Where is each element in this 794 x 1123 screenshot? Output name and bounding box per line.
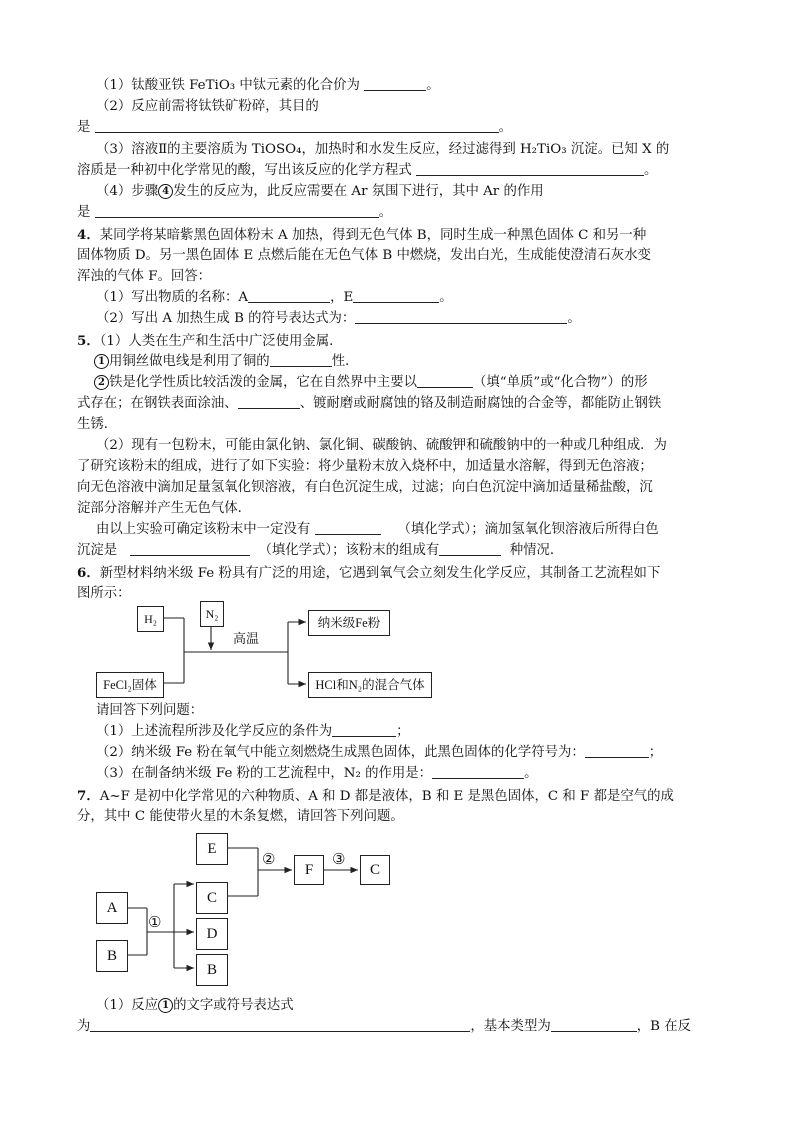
h2-box: H₂ <box>137 606 164 632</box>
q4-sub2: （2）写出 A 加热生成 B 的符号表达式为： 。 <box>96 311 581 326</box>
q5-part2-line6: 沉淀是 （填化学式）；该粉末的组成有 种情况． <box>77 543 564 558</box>
answer-blank[interactable] <box>130 541 250 556</box>
q4-line3: 浑浊的气体 F。回答： <box>77 269 212 284</box>
substance-d-box: D <box>196 918 228 950</box>
answer-blank[interactable] <box>95 118 499 133</box>
answer-blank[interactable] <box>238 394 300 409</box>
q3-part4-line2: 是 。 <box>77 205 393 220</box>
gas-mixture-box: HCl和N₂的混合气体 <box>308 672 432 698</box>
item-number-icon: 2 <box>94 375 109 390</box>
answer-blank[interactable] <box>90 1017 470 1032</box>
q5-item-b-line3: 生锈． <box>77 417 118 432</box>
q5-part2-line4: 淀部分溶解并产生无色气体． <box>77 501 252 516</box>
answer-blank[interactable] <box>585 743 649 758</box>
answer-blank[interactable] <box>353 288 439 303</box>
answer-blank[interactable] <box>439 541 501 556</box>
q5-item-a: 1 用铜丝做电线是利用了铜的 性． <box>94 352 358 372</box>
q3-part2-answer: 是 。 <box>77 120 513 135</box>
q3-part4-line1: （4）步骤 4 发生的反应为，此反应需要在 Ar 氛围下进行，其中 Ar 的作用 <box>96 184 544 199</box>
q7-sub1-line2: 为 ，基本类型为 ，B 在反 <box>77 1019 692 1034</box>
q4-line1: 4．某同学将某暗紫黑色固体粉末 A 加热，得到无色气体 B，同时生成一种黑色固体 C 和另一种 <box>77 227 647 243</box>
q4-sub1: （1）写出物质的名称：A ，E 。 <box>96 290 453 305</box>
n2-box: N₂ <box>200 601 224 627</box>
q6-sub3: （3）在制备纳米级 Fe 粉的工艺流程中，N₂ 的作用是： 。 <box>96 766 538 781</box>
q6-line2: 图所示： <box>77 586 131 601</box>
q6-line1: 6．新型材料纳米级 Fe 粉具有广泛的用途，它遇到氧气会立刻发生化学反应，其制备工艺流程如下 <box>77 565 661 581</box>
q5-part2-line1: （2）现有一包粉末，可能由氯化钠、氯化铜、碳酸钠、硫酸钾和硫酸钠中的一种或几种组成．为 <box>96 438 667 453</box>
reaction-2-label: ② <box>262 850 276 868</box>
substance-f-box: F <box>294 855 324 885</box>
q6-sub1: （1）上述流程所涉及化学反应的条件为 ； <box>96 724 410 739</box>
q3-part1: （1）钛酸亚铁 FeTiO₃ 中钛元素的化合价为 。 <box>96 78 440 93</box>
q6-sub2: （2）纳米级 Fe 粉在氧气中能立刻燃烧生成黑色固体，此黑色固体的化学符号为： ； <box>96 745 663 760</box>
answer-blank[interactable] <box>332 722 396 737</box>
item-number-icon: 1 <box>94 354 109 369</box>
reaction-1-label: ① <box>148 913 162 931</box>
answer-blank[interactable] <box>95 203 379 218</box>
q4-line2: 固体物质 D。另一黑色固体 E 点燃后能在无色气体 B 中燃烧，发出白光，生成能使澄清石灰水变 <box>77 248 651 263</box>
q5-part2-line2: 了研究该粉末的组成，进行了如下实验：将少量粉末放入烧杯中，加适量水溶解，得到无色溶液； <box>77 459 653 474</box>
substance-c-box: C <box>196 882 228 914</box>
substance-c-final-box: C <box>360 855 390 885</box>
answer-blank[interactable] <box>551 1017 637 1032</box>
answer-blank[interactable] <box>417 373 473 388</box>
answer-blank[interactable] <box>248 288 330 303</box>
substance-b-product-box: B <box>196 954 228 986</box>
condition-label: 高温 <box>233 632 260 647</box>
substance-e-box: E <box>196 833 228 865</box>
q5-item-b: 2 铁是化学性质比较活泼的金属，它在自然界中主要以 （填“单质”或“化合物”）的形 <box>94 373 648 393</box>
q3-part3-line1: （3）溶液Ⅱ的主要溶质为 TiOSO₄，加热时和水发生反应，经过滤得到 H₂TiO₃ 沉淀。已知 X 的 <box>96 142 670 157</box>
q5-part2-line5: 由以上实验可确定该粉末中一定没有 （填化学式）；滴加氢氧化钡溶液后所得白色 <box>96 522 659 537</box>
q3-part2: （2）反应前需将钛铁矿粉碎，其目的 <box>96 99 319 114</box>
nano-fe-box: 纳米级Fe粉 <box>308 610 390 636</box>
answer-blank[interactable] <box>355 309 567 324</box>
q5-item-b-line2: 式存在；在钢铁表面涂油、 、镀耐磨或耐腐蚀的铬及制造耐腐蚀的合金等，都能防止钢铁 <box>77 396 662 411</box>
fecl2-box: FeCl₂固体 <box>96 672 164 698</box>
answer-blank[interactable] <box>416 161 644 176</box>
answer-blank[interactable] <box>364 76 426 91</box>
step-number-icon: 4 <box>158 184 173 199</box>
reaction-number-icon: 1 <box>158 998 173 1013</box>
answer-blank[interactable] <box>315 520 381 535</box>
q7-line1: 7．A~F 是初中化学常见的六种物质、A 和 D 都是液体，B 和 E 是黑色固体，C 和 F 都是空气的成 <box>77 788 674 804</box>
q7-sub1-line1: （1）反应 1 的文字或符号表达式 <box>96 998 294 1013</box>
q3-part3-line2: 溶质是一种初中化学常见的酸，写出该反应的化学方程式 。 <box>77 163 658 178</box>
q7-line2: 分，其中 C 能使带火星的木条复燃，请回答下列问题。 <box>77 809 404 824</box>
q6-ask: 请回答下列问题： <box>96 703 204 718</box>
answer-blank[interactable] <box>432 764 524 779</box>
substance-b-box: B <box>96 940 128 972</box>
reaction-3-label: ③ <box>332 850 346 868</box>
q5-part2-line3: 向无色溶液中滴加足量氢氧化钡溶液，有白色沉淀生成，过滤；向白色沉淀中滴加适量稀盐酸，沉 <box>77 480 653 495</box>
substance-a-box: A <box>96 892 128 924</box>
q5-line1: 5．（1）人类在生产和生活中广泛使用金属． <box>77 333 343 349</box>
answer-blank[interactable] <box>270 352 332 367</box>
